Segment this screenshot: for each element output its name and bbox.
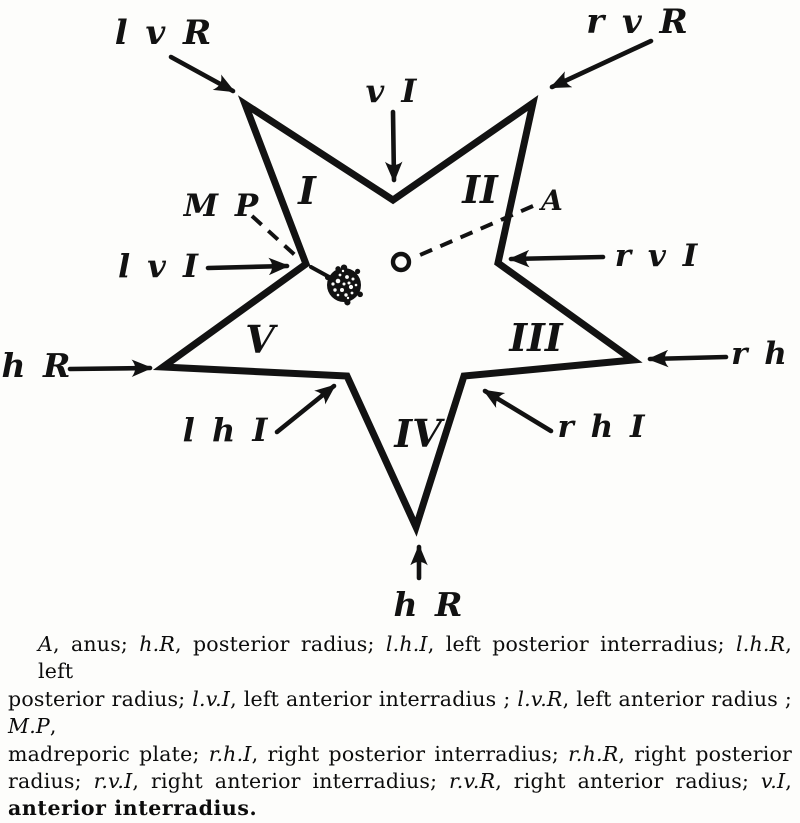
caption-abbreviation: l.v.R <box>517 686 563 711</box>
caption-text: , left <box>38 632 792 684</box>
caption-text: , left anterior interradius ; <box>230 686 518 711</box>
caption-abbreviation: r.v.R <box>449 769 496 794</box>
label-rhI: r h I <box>557 409 645 445</box>
label-vI: v I <box>365 72 417 110</box>
label-hR-left: h R <box>1 346 71 385</box>
arrow-hR-left <box>70 368 150 369</box>
arrow-rh <box>650 357 726 359</box>
arrow-vI <box>393 112 394 180</box>
madreporite-pointer-line <box>311 267 331 278</box>
caption-line <box>8 631 792 686</box>
label-lvR: l v R <box>114 13 212 53</box>
numeral-arm-V: V <box>245 317 275 362</box>
caption-text: , <box>785 769 792 794</box>
caption-line <box>8 795 792 822</box>
label-hR-bottom: h R <box>393 585 463 624</box>
caption-line <box>8 686 792 741</box>
numeral-arm-III: III <box>509 315 563 360</box>
label-A: A <box>541 184 563 217</box>
arrow-rhI <box>485 391 551 431</box>
caption-abbreviation: A <box>38 632 54 656</box>
label-lvI: l v I <box>118 247 198 285</box>
caption-abbreviation: M.P <box>8 714 50 739</box>
caption-text: , right anterior radius; <box>495 769 761 794</box>
arrow-rvI <box>511 257 603 259</box>
arrow-lhI <box>277 386 334 432</box>
label-rvI: r v I <box>614 238 698 274</box>
arrow-lvR <box>171 57 233 91</box>
caption-abbreviation: l.v.I <box>192 686 231 711</box>
numeral-arm-IV: IV <box>394 411 442 456</box>
caption-abbreviation: r.h.R <box>568 741 619 766</box>
caption-abbreviation: h.R <box>139 632 176 656</box>
figure-caption <box>8 631 792 823</box>
caption-abbreviation: r.v.I <box>93 769 133 794</box>
caption-text: , <box>49 714 57 739</box>
caption-text: anterior interradius. <box>8 796 258 821</box>
dashed-line-A <box>413 206 533 258</box>
caption-abbreviation: v.I <box>760 769 786 794</box>
caption-text: , left anterior radius ; <box>562 686 792 711</box>
numeral-arm-I: I <box>298 168 316 213</box>
caption-abbreviation: l.h.R <box>736 632 786 656</box>
madreporic-plate <box>325 264 363 305</box>
label-MP: M P <box>183 188 259 224</box>
caption-text: radius; <box>8 769 94 794</box>
numeral-arm-II: II <box>462 167 498 212</box>
label-rh: r h <box>731 336 787 372</box>
caption-text: madreporic plate; <box>8 741 209 766</box>
caption-text: , left posterior interradius; <box>427 632 737 656</box>
caption-abbreviation: r.h.I <box>208 741 252 766</box>
arrow-lvI <box>208 266 287 268</box>
caption-text: , right anterior interradius; <box>132 769 450 794</box>
caption-text: , right posterior interradius; <box>251 741 569 766</box>
label-lhI: l h I <box>182 411 268 449</box>
caption-line <box>8 768 792 795</box>
arrow-rvR <box>552 41 651 87</box>
label-rvR: r v R <box>586 2 688 42</box>
caption-text: , right posterior <box>618 741 792 766</box>
anus-circle <box>393 254 409 270</box>
caption-text: , anus; <box>53 632 140 656</box>
caption-text: posterior radius; <box>8 686 193 711</box>
caption-abbreviation: l.h.I <box>385 632 428 656</box>
caption-text: , posterior radius; <box>175 632 386 656</box>
caption-line <box>8 741 792 768</box>
